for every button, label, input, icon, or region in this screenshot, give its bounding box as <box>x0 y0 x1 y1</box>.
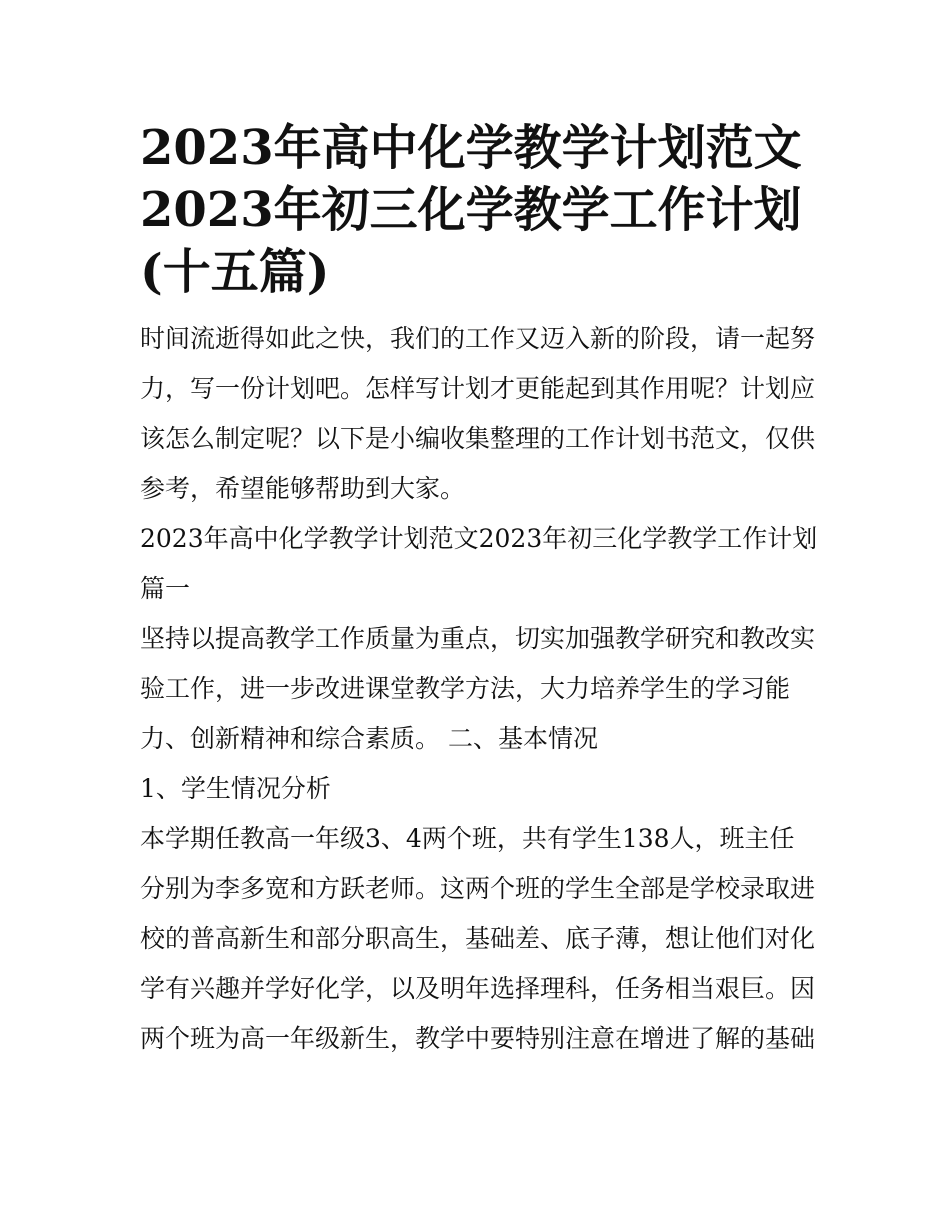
text-line: 验工作，进一步改进课堂教学方法，大力培养学生的学习能 <box>140 674 791 703</box>
analysis-paragraph <box>140 814 820 1064</box>
text-line: 本学期任教高一年级3、4两个班，共有学生138人，班主任 <box>140 824 795 853</box>
text-line: 校的普高新生和部分职高生，基础差、底子薄，想让他们对化 <box>140 924 816 953</box>
intro-paragraph <box>140 314 820 514</box>
title-line: 2023年高中化学教学计划范文 <box>140 120 802 176</box>
text-line: 参考，希望能够帮助到大家。 <box>140 474 466 503</box>
text-line: 该怎么制定呢？以下是小编收集整理的工作计划书范文，仅供 <box>140 424 816 453</box>
text-line: 时间流逝得如此之快，我们的工作又迈入新的阶段，请一起努 <box>140 324 816 353</box>
text-line: 学有兴趣并学好化学，以及明年选择理科，任务相当艰巨。因 <box>140 974 816 1003</box>
text-line: 篇一 <box>140 574 191 603</box>
section-heading-paragraph <box>140 514 820 614</box>
text-line: 坚持以提高教学工作质量为重点，切实加强教学研究和教改实 <box>140 624 816 653</box>
title-line: (十五篇) <box>140 244 330 300</box>
text-line: 分别为李多宽和方跃老师。这两个班的学生全部是学校录取进 <box>140 874 816 903</box>
text-line: 力，写一份计划吧。怎样写计划才更能起到其作用呢？计划应 <box>140 374 816 403</box>
text-line: 2023年高中化学教学计划范文2023年初三化学教学工作计划 <box>140 524 818 553</box>
text-line: 力、创新精神和综合素质。 二、基本情况 <box>140 724 598 753</box>
document-body <box>140 314 820 1064</box>
title-line: 2023年初三化学教学工作计划 <box>140 182 802 238</box>
document-title <box>140 118 820 302</box>
document-page <box>140 118 820 1064</box>
text-line: 1、学生情况分析 <box>140 774 331 803</box>
text-line: 两个班为高一年级新生，教学中要特别注意在增进了解的基础 <box>140 1024 816 1053</box>
guideline-paragraph <box>140 614 820 764</box>
subheading-paragraph <box>140 764 820 814</box>
